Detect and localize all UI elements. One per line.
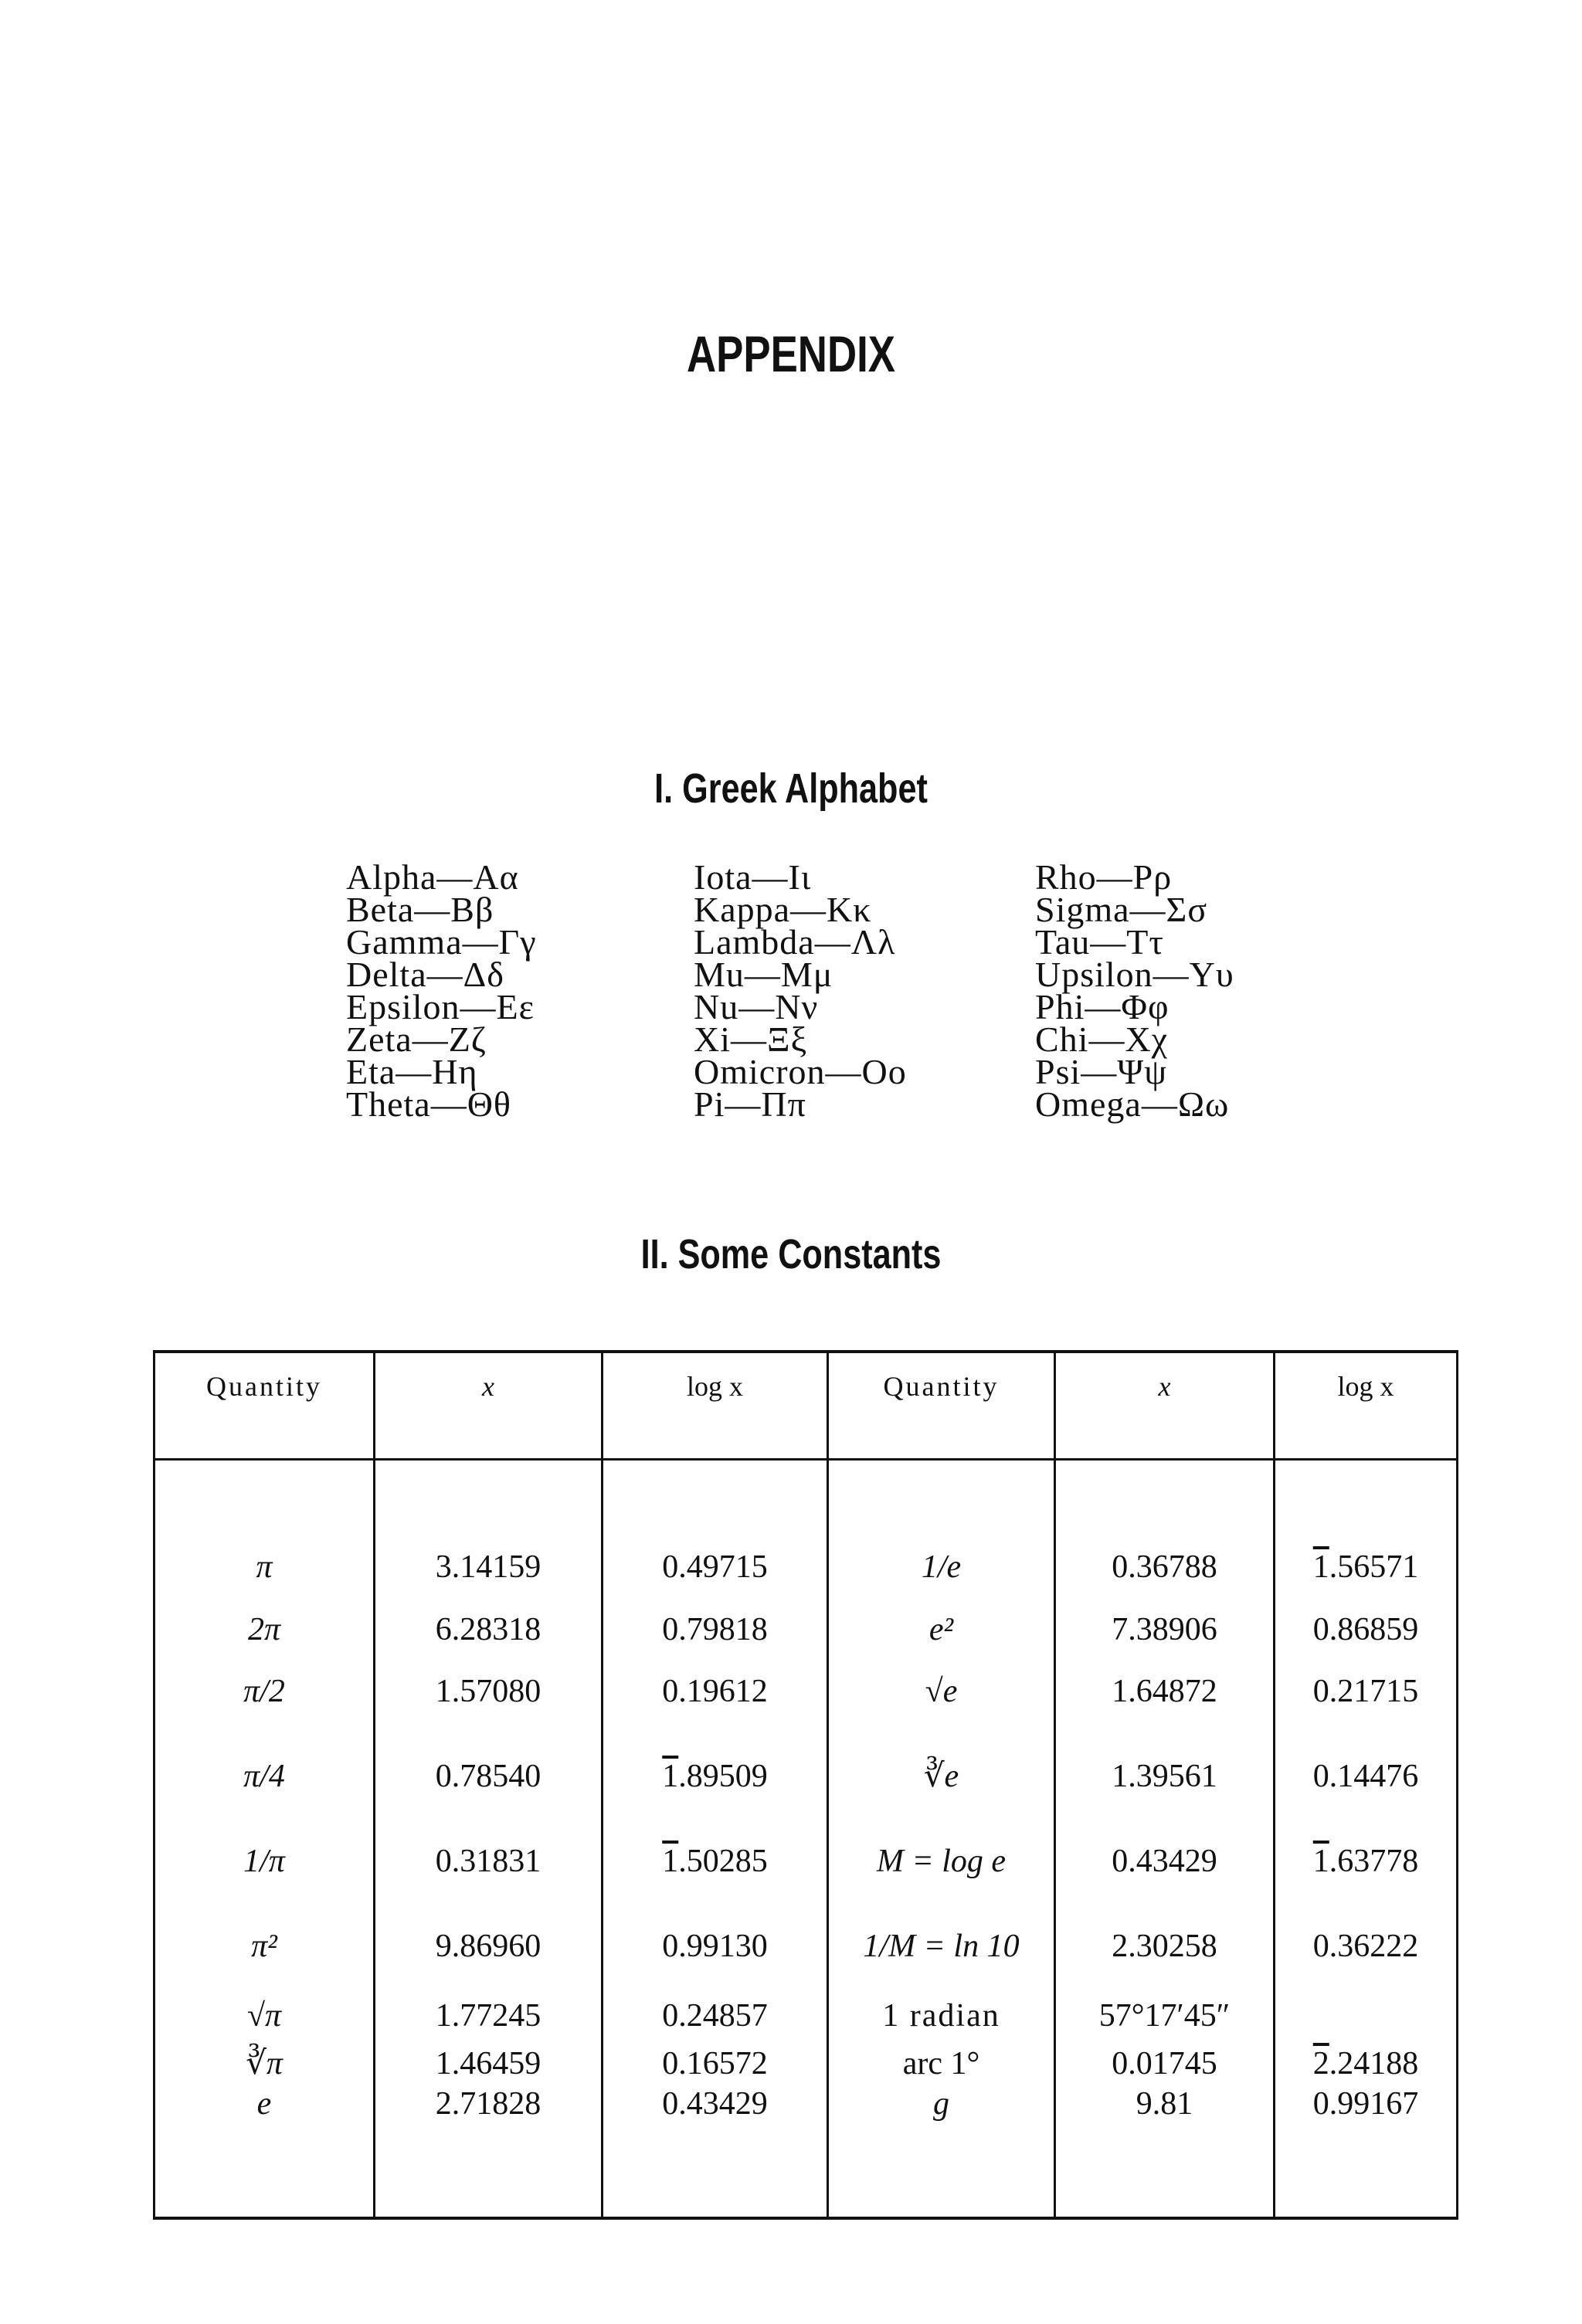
table-bottom-rule — [153, 2217, 1458, 2220]
greek-letter: Chi—Χχ — [1035, 1020, 1169, 1059]
log-mantissa: 0.21715 — [1312, 1674, 1419, 1709]
x-cell: 57°17′45″ — [1098, 1998, 1231, 2034]
log-mantissa: .56571 — [1329, 1549, 1419, 1585]
x-cell: 0.36788 — [1112, 1549, 1217, 1585]
x-cell: 0.31831 — [435, 1844, 541, 1879]
log-cell — [603, 1997, 827, 2034]
log-cell — [1275, 1758, 1456, 1795]
greek-letter: Iota—Ιι — [694, 857, 812, 897]
log-bar-digit: 1 — [662, 1759, 679, 1794]
log-cell — [1275, 1611, 1456, 1648]
log-mantissa: 0.19612 — [662, 1674, 768, 1709]
greek-letter: Pi—Ππ — [694, 1084, 806, 1124]
greek-letter: Tau—Ττ — [1035, 922, 1164, 962]
greek-column-2 — [694, 857, 907, 1124]
quantity-cell: π/2 — [243, 1674, 285, 1709]
greek-letter: Rho—Ρρ — [1035, 857, 1173, 897]
greek-letter: Sigma—Σσ — [1035, 890, 1208, 929]
log-cell — [1275, 1843, 1456, 1880]
greek-letter: Beta—Ββ — [346, 890, 494, 929]
greek-alphabet-heading: I. Greek Alphabet — [654, 765, 928, 812]
log-mantissa: 0.99130 — [662, 1929, 768, 1964]
greek-column-3 — [1035, 857, 1234, 1124]
quantity-cell: e — [256, 2086, 272, 2122]
log-mantissa: 0.99167 — [1312, 2086, 1419, 2122]
quantity-cell: √e — [925, 1674, 958, 1709]
x-cell: 1.39561 — [1112, 1759, 1217, 1794]
x-cell: 9.81 — [1136, 2086, 1193, 2122]
greek-letter: Eta—Ηη — [346, 1052, 478, 1091]
greek-letter: Nu—Νν — [694, 987, 819, 1026]
greek-column-1 — [346, 857, 537, 1124]
quantity-cell: M = log e — [876, 1844, 1007, 1879]
log-cell — [603, 1549, 827, 1586]
log-bar-digit: 2 — [1312, 2046, 1329, 2081]
log-cell — [603, 1843, 827, 1880]
log-mantissa: 0.14476 — [1312, 1759, 1419, 1794]
greek-letter: Lambda—Λλ — [694, 922, 896, 962]
quantity-cell: 1/M = ln 10 — [863, 1929, 1020, 1964]
greek-letter: Phi—Φφ — [1035, 987, 1170, 1026]
header-quantity: Quantity — [206, 1371, 322, 1402]
x-cell: 1.77245 — [435, 1998, 541, 2034]
greek-letter: Delta—Δδ — [346, 955, 504, 994]
x-cell: 7.38906 — [1112, 1612, 1217, 1647]
greek-letter: Epsilon—Εε — [346, 987, 535, 1026]
quantity-cell: e² — [928, 1612, 954, 1647]
x-cell: 1.46459 — [435, 2046, 541, 2081]
greek-letter: Upsilon—Υυ — [1035, 955, 1234, 994]
log-mantissa: 0.86859 — [1312, 1612, 1419, 1647]
log-cell — [1275, 1549, 1456, 1586]
greek-letter: Alpha—Αα — [346, 857, 519, 897]
header-x: x — [482, 1371, 494, 1402]
greek-letter: Zeta—Ζζ — [346, 1020, 487, 1059]
quantity-cell: 1 radian — [882, 1998, 1000, 2034]
log-cell — [1275, 1928, 1456, 1965]
log-mantissa: 0.79818 — [662, 1612, 768, 1647]
log-mantissa: 0.16572 — [662, 2046, 768, 2081]
x-cell: 0.78540 — [435, 1759, 541, 1794]
log-cell — [1275, 1673, 1456, 1710]
page-title: APPENDIX — [687, 325, 895, 382]
greek-letter: Gamma—Γγ — [346, 922, 537, 962]
log-mantissa: 0.49715 — [662, 1549, 768, 1585]
quantity-cell: π² — [251, 1929, 277, 1964]
log-cell — [603, 1928, 827, 1965]
quantity-cell: 1/π — [243, 1844, 285, 1879]
greek-letter: Omega—Ωω — [1035, 1084, 1230, 1124]
x-cell: 2.30258 — [1112, 1929, 1217, 1964]
header-log-x: log x — [686, 1371, 743, 1402]
quantity-cell: 2π — [247, 1612, 281, 1647]
log-cell — [603, 1673, 827, 1710]
quantity-cell: arc 1° — [902, 2046, 980, 2081]
x-cell: 6.28318 — [435, 1612, 541, 1647]
quantity-cell: ∛π — [246, 2046, 283, 2081]
header-quantity: Quantity — [883, 1371, 1000, 1402]
header-x: x — [1158, 1371, 1171, 1402]
log-mantissa: .63778 — [1329, 1844, 1419, 1879]
log-mantissa: .50285 — [678, 1844, 768, 1879]
greek-letter: Omicron—Οο — [694, 1052, 907, 1091]
table-header-rule — [153, 1458, 1458, 1461]
greek-letter: Psi—Ψψ — [1035, 1052, 1167, 1091]
log-cell — [603, 2085, 827, 2122]
log-cell — [1275, 2085, 1456, 2122]
log-cell — [603, 1758, 827, 1795]
quantity-cell: √π — [246, 1998, 282, 2034]
x-cell: 2.71828 — [435, 2086, 541, 2122]
greek-letter: Xi—Ξξ — [694, 1020, 808, 1059]
log-mantissa: 0.36222 — [1312, 1929, 1419, 1964]
log-cell — [1275, 2045, 1456, 2082]
log-bar-digit: 1 — [662, 1844, 679, 1879]
log-mantissa: .89509 — [678, 1759, 768, 1794]
quantity-cell: g — [933, 2086, 949, 2122]
quantity-cell: π — [256, 1549, 273, 1585]
log-cell — [603, 1611, 827, 1648]
greek-letter: Mu—Μμ — [694, 955, 833, 994]
log-mantissa: 0.24857 — [662, 1998, 768, 2034]
greek-letter: Kappa—Κκ — [694, 890, 872, 929]
table-top-rule — [153, 1350, 1458, 1353]
x-cell: 1.57080 — [435, 1674, 541, 1709]
log-mantissa: .24188 — [1329, 2046, 1419, 2081]
x-cell: 0.01745 — [1112, 2046, 1217, 2081]
log-bar-digit: 1 — [1312, 1549, 1329, 1585]
constants-heading: II. Some Constants — [640, 1231, 942, 1277]
quantity-cell: 1/e — [921, 1549, 962, 1585]
log-cell — [603, 2045, 827, 2082]
header-log-x: log x — [1337, 1371, 1394, 1402]
log-mantissa: 0.43429 — [662, 2086, 768, 2122]
greek-letter: Theta—Θθ — [346, 1084, 511, 1124]
x-cell: 9.86960 — [435, 1929, 541, 1964]
x-cell: 0.43429 — [1112, 1844, 1217, 1879]
quantity-cell: π/4 — [243, 1759, 285, 1794]
x-cell: 3.14159 — [435, 1549, 541, 1585]
table-border-right — [1456, 1350, 1458, 2220]
x-cell: 1.64872 — [1112, 1674, 1217, 1709]
quantity-cell: ∛e — [923, 1759, 959, 1794]
log-bar-digit: 1 — [1312, 1844, 1329, 1879]
